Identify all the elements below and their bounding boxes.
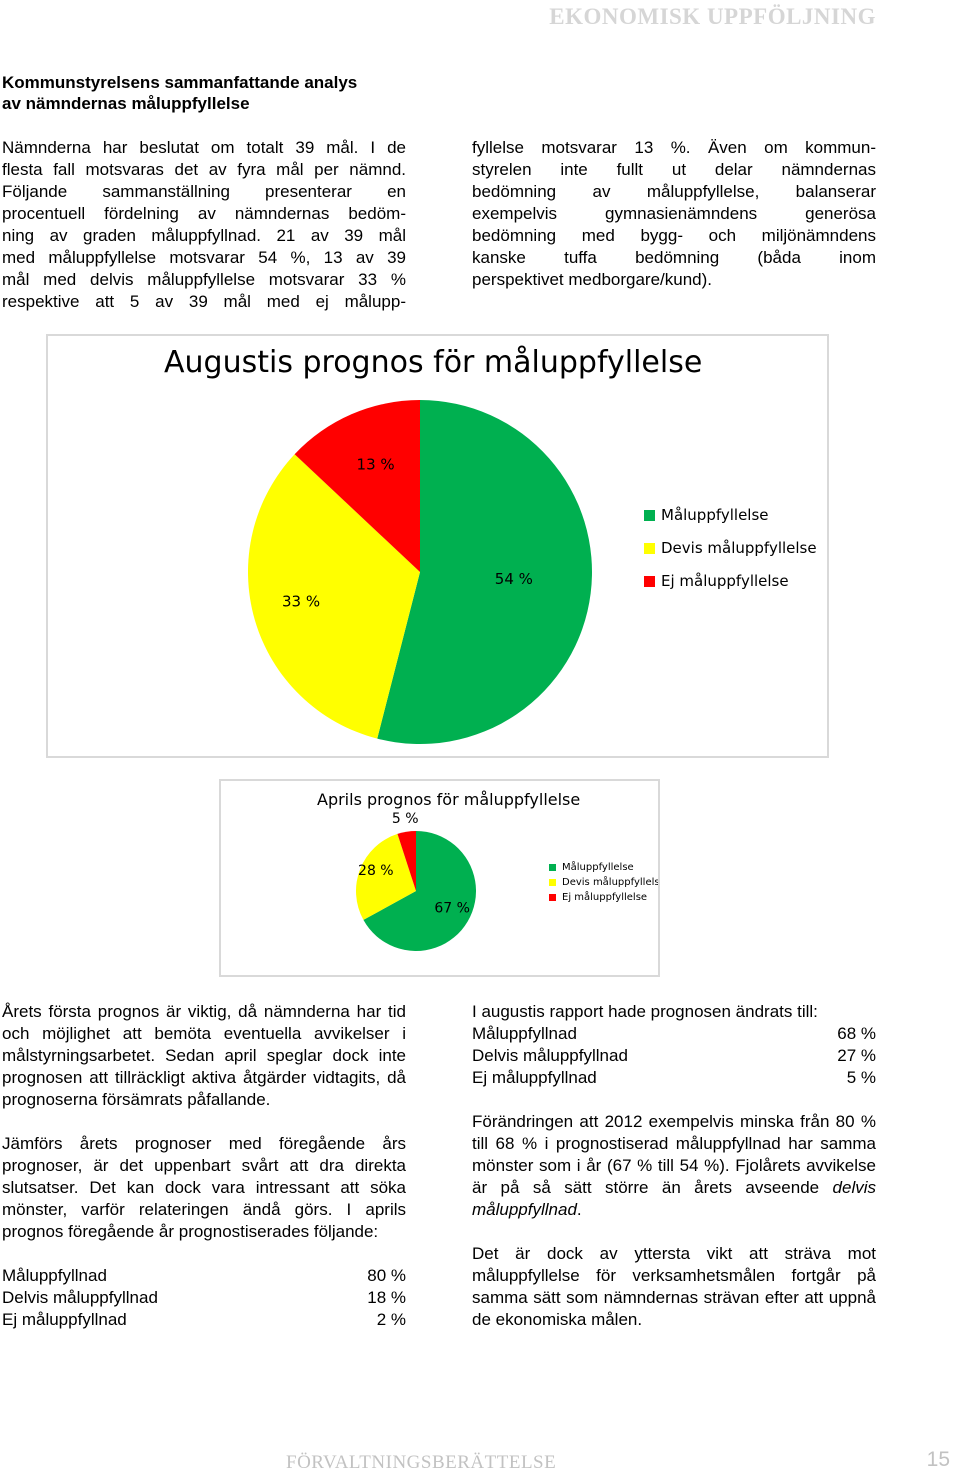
data-label: 5 % — [391, 810, 419, 827]
data-label: 33 % — [282, 592, 321, 611]
data-label: 13 % — [356, 455, 395, 474]
legend-swatch — [549, 864, 556, 871]
row-value: 27 % — [837, 1046, 876, 1065]
row-label: Måluppfyllnad — [2, 1266, 107, 1285]
legend-label: Måluppfyllelse — [661, 506, 769, 524]
intro-heading-line1: Kommunstyrelsens sammanfattande analys — [2, 73, 358, 92]
intro-left-line: respektive att 5 av 39 mål med ej målupp- — [2, 292, 406, 311]
lower-left-row — [2, 1265, 406, 1287]
intro-right-line: styrelen inte fullt ut delar nämndernas — [472, 160, 876, 179]
april-chart — [219, 779, 660, 977]
page-number: 15 — [926, 1448, 950, 1471]
data-label: 67 % — [434, 900, 470, 917]
intro-left-line: Nämnderna har beslutat om totalt 39 mål. I de — [2, 138, 406, 157]
intro-heading-line2: av nämndernas måluppfyllelse — [2, 94, 250, 113]
data-label: 54 % — [494, 569, 533, 588]
intro-left-line: ning av graden måluppfyllnad. 21 av 39 mål — [2, 226, 406, 245]
legend-label: Måluppfyllelse — [562, 862, 634, 873]
data-label: 28 % — [358, 863, 394, 880]
intro-left-line: procentuell fördelning av nämndernas bedöm- — [2, 204, 406, 223]
row-label: Delvis måluppfyllnad — [472, 1046, 628, 1065]
intro-right-line: bedömning med bygg- och miljönämndens — [472, 226, 876, 245]
legend-swatch — [644, 543, 655, 554]
row-value: 2 % — [376, 1310, 406, 1329]
april-chart-svg — [221, 781, 658, 975]
intro-left-line: med måluppfyllelse motsvarar 54 %, 13 av 39 — [2, 248, 406, 267]
legend-swatch — [549, 879, 556, 886]
intro-left-line: flesta fall motsvaras det av fyra mål per nämnd. — [2, 160, 406, 179]
row-label: Ej måluppfyllnad — [2, 1310, 127, 1329]
legend-label: Ej måluppfyllelse — [562, 892, 648, 903]
legend-swatch — [644, 576, 655, 587]
intro-heading — [2, 72, 422, 114]
legend-label: Devis måluppfyllelse — [562, 877, 658, 888]
row-value: 68 % — [837, 1024, 876, 1043]
lower-left-row — [2, 1309, 406, 1331]
intro-left-line: Följande sammanställning presenterar en — [2, 182, 406, 201]
lower-right-paragraph-2-emphasis: delvis måluppfyllnad — [472, 1178, 876, 1219]
intro-right-line: fyllelse motsvarar 13 %. Även om kommun- — [472, 138, 876, 157]
lower-right-intro: I augustis rapport hade prognosen ändrats till: — [472, 1002, 818, 1021]
intro-right-line: perspektivet medborgare/kund). — [472, 270, 713, 289]
intro-right-line: exempelvis gymnasienämndens generösa — [472, 204, 876, 223]
legend-swatch — [644, 510, 655, 521]
august-chart-title: Augustis prognos för måluppfyllelse — [164, 345, 703, 380]
footer-section-label: FÖRVALTNINGSBERÄTTELSE — [286, 1452, 557, 1473]
legend-label: Devis måluppfyllelse — [661, 539, 817, 557]
august-chart — [46, 334, 829, 758]
april-legend — [549, 860, 658, 903]
intro-right-line: bedömning av måluppfyllelse, balanserar — [472, 182, 876, 201]
lower-right-paragraph-2 — [472, 1111, 876, 1221]
lower-left-paragraph-1: Årets första prognos är viktig, då nämnderna har tid och möjlighet att bemöta eventuella avvikelser i målstyrningsarbetet. Sedan april speglar dock inte prognosen att tillräckligt aktiva åtgärder vidtagits, då prognoserna försämrats påfallande. — [2, 1002, 406, 1109]
intro-right-line: kanske tuffa bedömning (båda inom — [472, 248, 876, 267]
row-label: Måluppfyllnad — [472, 1024, 577, 1043]
section-header: EKONOMISK UPPFÖLJNING — [549, 4, 876, 29]
intro-text-left — [2, 137, 406, 313]
lower-right-row — [472, 1045, 876, 1067]
lower-right-row — [472, 1023, 876, 1045]
lower-right-paragraph-2-text: Förändringen att 2012 exempelvis minska från 80 % till 68 % i prognostiserad måluppfyllnad har samma mönster som i år (67 % till 54 %). Fjolårets avvikelse är på så sätt större än årets avseende — [472, 1112, 876, 1197]
august-legend — [644, 506, 817, 590]
lower-right-paragraph-2-end: . — [576, 1200, 582, 1219]
august-pie — [248, 400, 592, 744]
april-pie — [356, 811, 476, 951]
row-value: 18 % — [367, 1288, 406, 1307]
intro-left-line: mål med delvis måluppfyllelse motsvarar 33 % — [2, 270, 406, 289]
legend-swatch — [549, 894, 556, 901]
august-chart-svg — [48, 336, 827, 756]
lower-right-paragraph-3: Det är dock av yttersta vikt att sträva mot måluppfyllelse för verksamhetsmålen fortgår på samma sätt som nämndernas strävan efter att uppnå de ekonomiska målen. — [472, 1244, 876, 1329]
row-value: 5 % — [846, 1068, 876, 1087]
lower-left-column — [2, 1001, 406, 1331]
intro-text-right — [472, 137, 876, 291]
lower-left-row — [2, 1287, 406, 1309]
lower-left-paragraph-2: Jämförs årets prognoser med föregående års prognoser, är det uppenbart svårt att dra direkta slutsatser. Det kan dock vara intressant att söka mönster, varför relateringen ändå görs. I aprils prognos föregående år prognostiserades följande: — [2, 1134, 406, 1241]
legend-label: Ej måluppfyllelse — [661, 572, 789, 590]
row-label: Delvis måluppfyllnad — [2, 1288, 158, 1307]
row-value: 80 % — [367, 1266, 406, 1285]
lower-right-column — [472, 1001, 876, 1353]
april-chart-title: Aprils prognos för måluppfyllelse — [317, 790, 581, 809]
lower-right-row — [472, 1067, 876, 1089]
row-label: Ej måluppfyllnad — [472, 1068, 597, 1087]
